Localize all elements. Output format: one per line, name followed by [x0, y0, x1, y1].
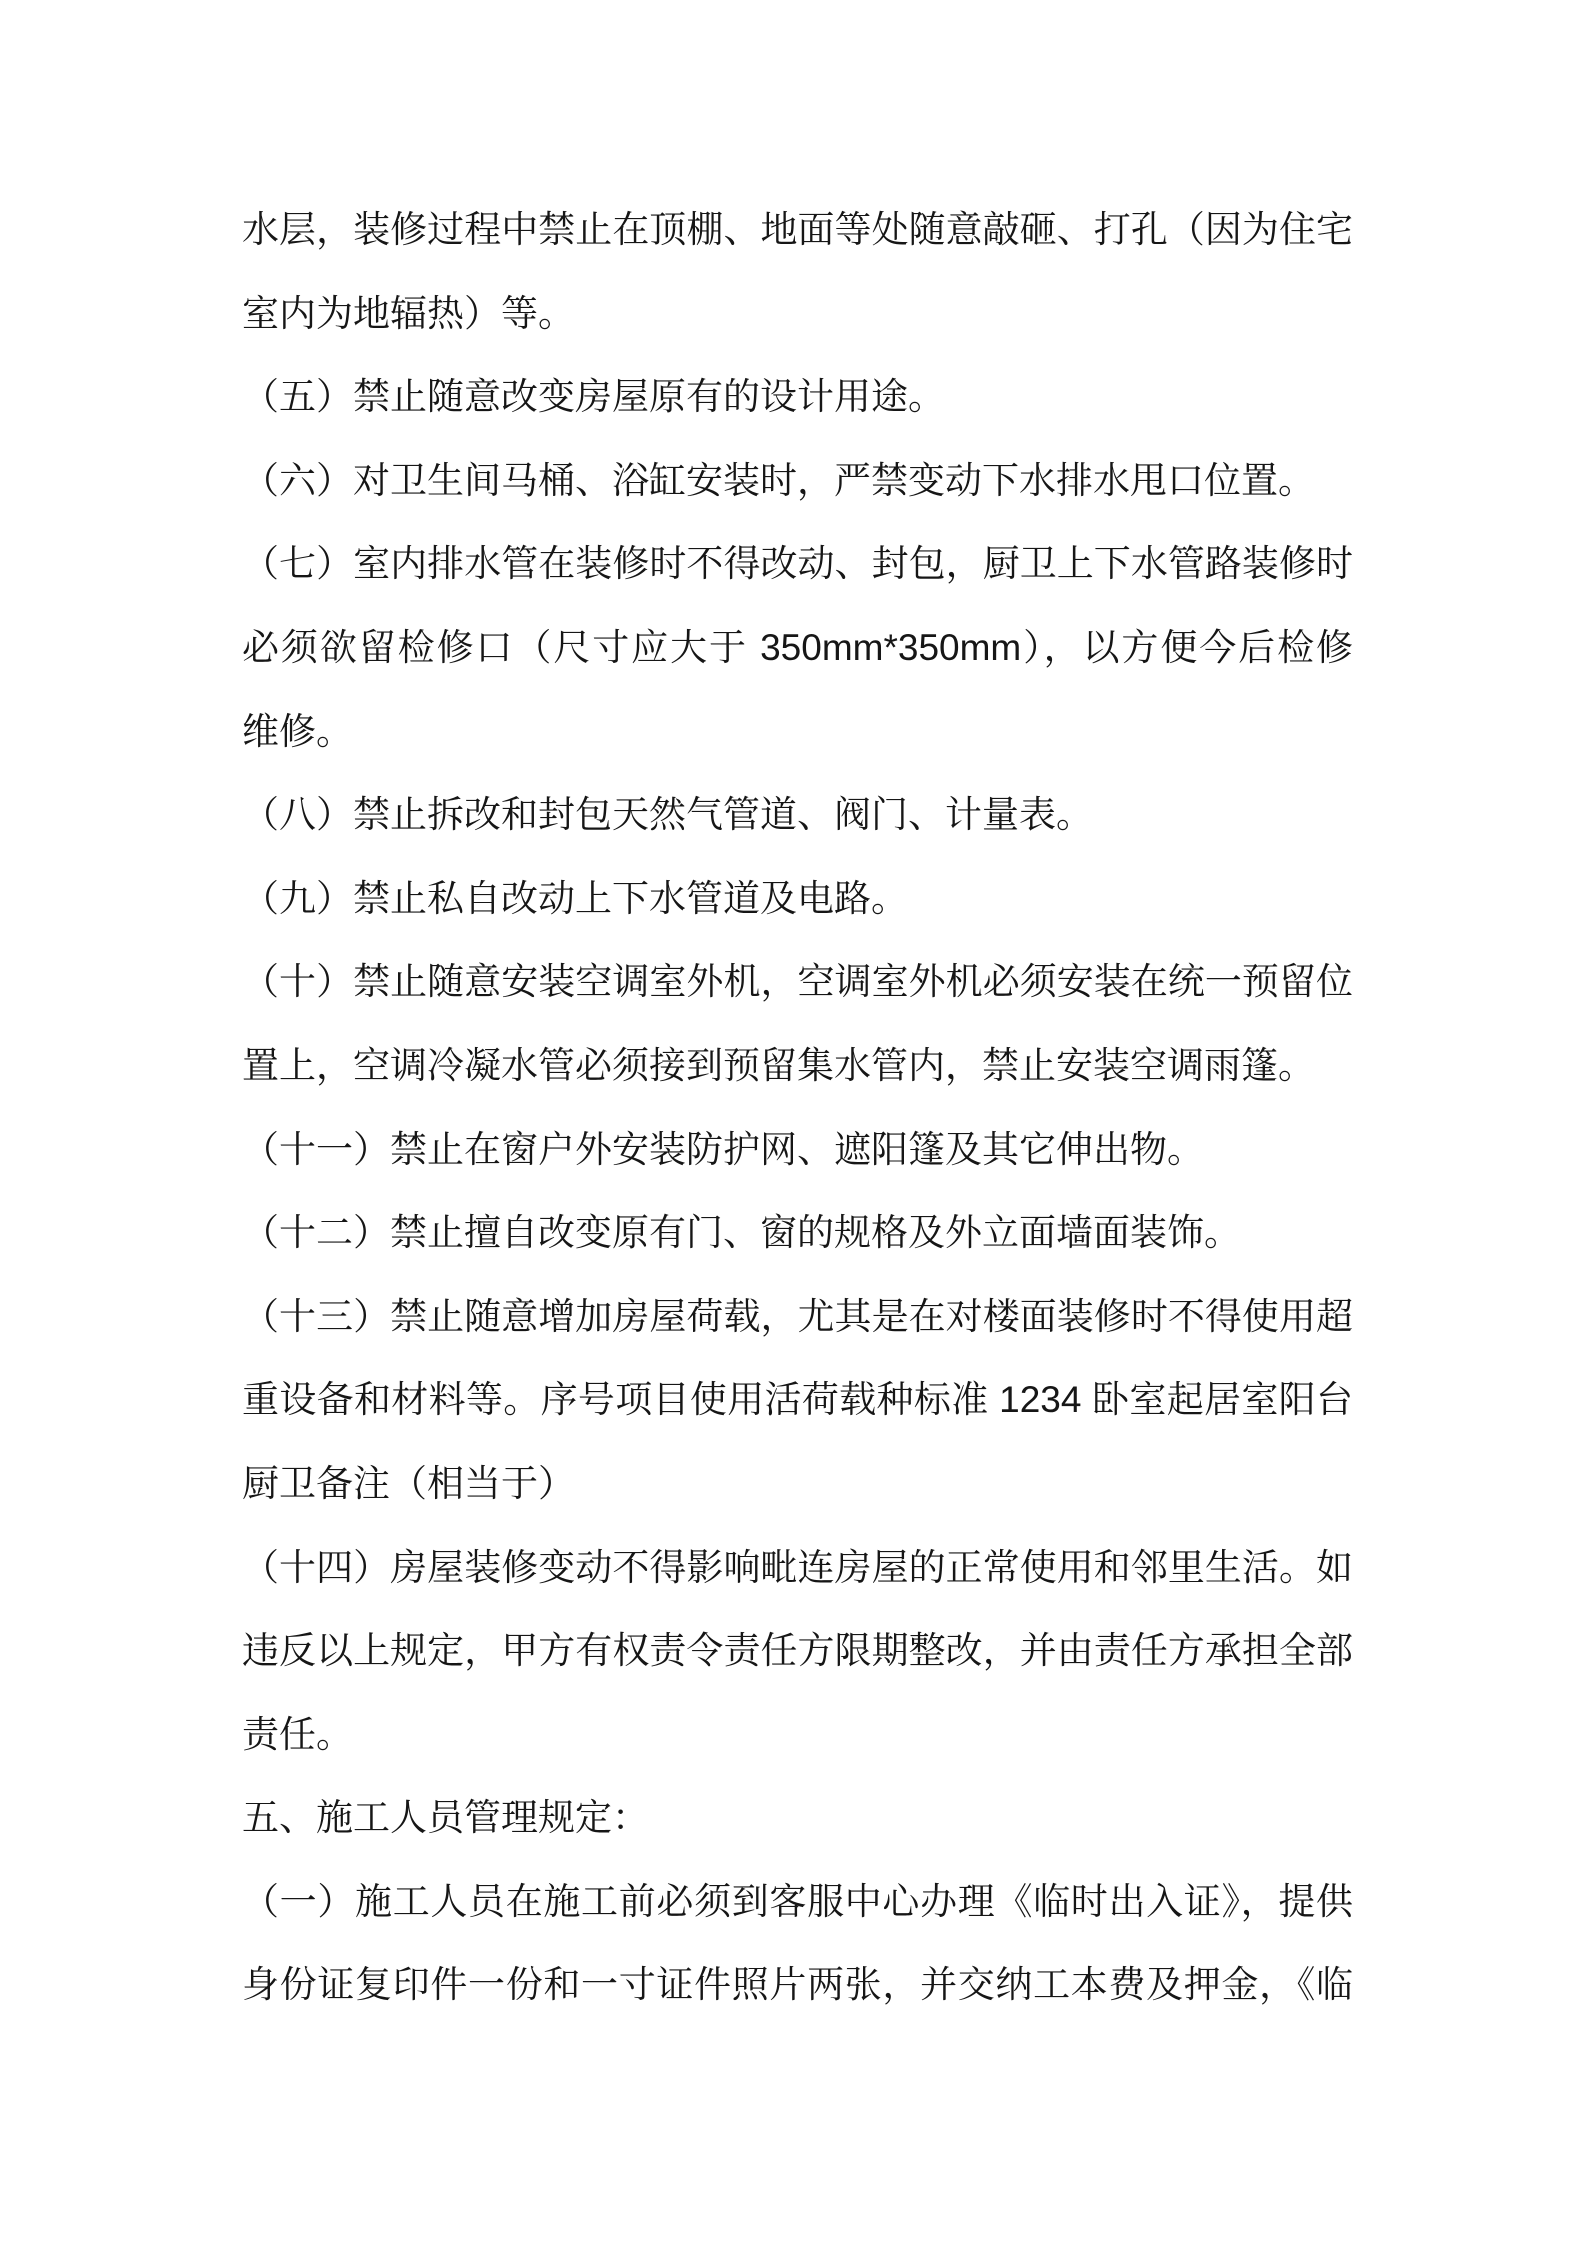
- text-line: 违反以上规定，甲方有权责令责任方限期整改，并由责任方承担全部: [242, 1630, 1353, 1672]
- text-line: （六）对卫生间马桶、浴缸安装时，严禁变动下水排水甩口位置。: [242, 459, 1315, 501]
- text-line: （九）禁止私自改动上下水管道及电路。: [242, 877, 908, 919]
- text-line: 室内为地辐热）等。: [242, 292, 575, 334]
- text-line: （七）室内排水管在装修时不得改动、封包，厨卫上下水管路装修时: [242, 543, 1353, 585]
- text-line: 身份证复印件一份和一寸证件照片两张，并交纳工本费及押金，《临: [242, 1964, 1353, 2006]
- text-line: 厨卫备注（相当于）: [242, 1462, 575, 1504]
- text-line: （十二）禁止擅自改变原有门、窗的规格及外立面墙面装饰。: [242, 1212, 1241, 1254]
- text-line: （十一）禁止在窗户外安装防护网、遮阳篷及其它伸出物。: [242, 1128, 1204, 1170]
- text-line: 重设备和材料等。序号项目使用活荷载种标准 1234 卧室起居室阳台: [242, 1379, 1353, 1421]
- text-line: （一）施工人员在施工前必须到客服中心办理《临时出入证》，提供: [242, 1880, 1353, 1922]
- section-heading: 五、施工人员管理规定：: [242, 1797, 649, 1839]
- text-line: 置上，空调冷凝水管必须接到预留集水管内，禁止安装空调雨篷。: [242, 1044, 1315, 1086]
- text-line: （十四）房屋装修变动不得影响毗连房屋的正常使用和邻里生活。如: [242, 1546, 1353, 1588]
- text-line: 必须欲留检修口（尺寸应大于 350mm*350mm），以方便今后检修: [242, 626, 1353, 668]
- text-line: （十）禁止随意安装空调室外机，空调室外机必须安装在统一预留位: [242, 961, 1353, 1003]
- text-line: 责任。: [242, 1713, 353, 1755]
- text-line: 维修。: [242, 710, 353, 752]
- text-line: （十三）禁止随意增加房屋荷载，尤其是在对楼面装修时不得使用超: [242, 1295, 1353, 1337]
- text-line: 水层，装修过程中禁止在顶棚、地面等处随意敲砸、打孔（因为住宅: [242, 209, 1353, 250]
- text-line: （八）禁止拆改和封包天然气管道、阀门、计量表。: [242, 794, 1093, 836]
- document-body: [242, 188, 1353, 2027]
- text-line: （五）禁止随意改变房屋原有的设计用途。: [242, 376, 945, 418]
